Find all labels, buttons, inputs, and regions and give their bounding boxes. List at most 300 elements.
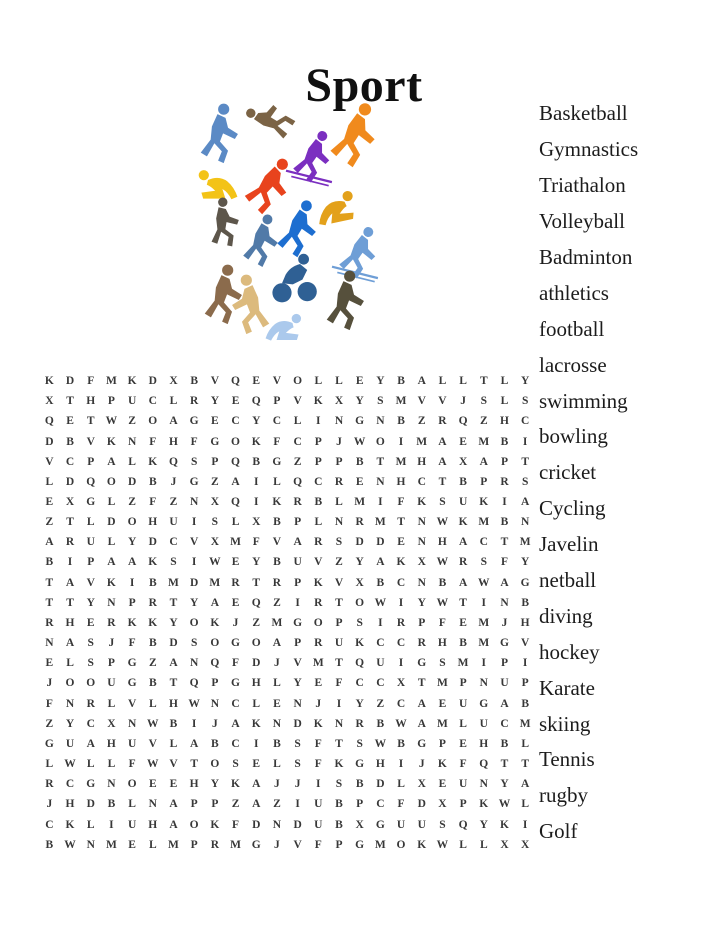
grid-letter: G (520, 576, 530, 589)
grid-letter: L (479, 838, 488, 851)
grid-letter: O (148, 415, 158, 428)
grid-letter: F (149, 435, 157, 448)
grid-letter: Y (355, 395, 364, 408)
word-list-item: Karate (539, 675, 595, 700)
grid-letter: I (109, 818, 114, 831)
grid-letter: H (65, 798, 75, 811)
grid-letter: U (500, 677, 509, 690)
grid-letter: L (45, 758, 54, 771)
grid-letter: A (107, 556, 116, 569)
grid-letter: Q (479, 758, 489, 771)
grid-letter: L (314, 375, 323, 388)
grid-letter: W (436, 516, 449, 529)
word-list-item: netball (539, 568, 597, 593)
grid-letter: K (334, 758, 344, 771)
grid-letter: C (231, 697, 240, 710)
grid-letter: X (210, 496, 219, 509)
grid-letter: L (521, 798, 529, 811)
grid-letter: E (86, 616, 95, 629)
grid-letter: F (500, 556, 508, 569)
grid-letter: C (65, 778, 75, 791)
grid-letter: H (417, 455, 427, 468)
grid-letter: X (417, 778, 426, 791)
grid-letter: C (500, 717, 509, 730)
grid-letter: G (127, 657, 137, 670)
grid-letter: B (335, 798, 343, 811)
grid-letter: D (65, 375, 75, 388)
grid-letter: E (397, 536, 405, 549)
grid-letter: X (458, 455, 468, 468)
grid-letter: Y (417, 596, 426, 609)
grid-letter: V (190, 536, 199, 549)
grid-letter: G (479, 697, 489, 710)
grid-letter: B (355, 455, 364, 468)
grid-letter: F (314, 758, 322, 771)
catcher-silhouette-icon (266, 314, 301, 341)
grid-letter: E (128, 838, 136, 851)
grid-letter: C (65, 455, 75, 468)
grid-letter: V (417, 395, 426, 408)
grid-letter: Z (45, 717, 54, 730)
grid-letter: B (335, 818, 343, 831)
grid-letter: L (500, 375, 509, 388)
grid-letter: J (46, 677, 53, 690)
grid-letter: D (293, 717, 302, 730)
grid-letter: E (438, 697, 447, 710)
grid-letter: S (294, 737, 301, 750)
grid-letter: N (293, 697, 302, 710)
grid-letter: I (378, 496, 383, 509)
grid-letter: A (500, 576, 509, 589)
grid-letter: A (210, 596, 219, 609)
grid-letter: G (417, 657, 427, 670)
grid-letter: N (107, 596, 116, 609)
grid-letter: K (127, 375, 137, 388)
grid-letter: C (231, 737, 240, 750)
grid-letter: I (253, 496, 259, 509)
grid-letter: R (293, 496, 302, 509)
grid-letter: I (295, 596, 300, 609)
grid-letter: B (500, 516, 509, 529)
grid-letter: D (86, 798, 95, 811)
grid-letter: E (314, 677, 323, 690)
grid-letter: H (168, 697, 178, 710)
grid-letter: E (355, 375, 364, 388)
grid-letter: D (376, 536, 385, 549)
grid-letter: L (397, 778, 405, 791)
grid-letter: G (189, 415, 199, 428)
grid-letter: P (500, 657, 508, 670)
grid-letter: F (252, 536, 260, 549)
word-list-item: Golf (539, 819, 578, 844)
grid-letter: M (312, 657, 324, 670)
grid-letter: W (64, 838, 76, 851)
runner-brown-silhouette-icon (205, 265, 242, 325)
grid-letter: F (149, 496, 157, 509)
grid-letter: R (355, 516, 364, 529)
grid-letter: T (521, 455, 529, 468)
grid-letter: T (335, 657, 343, 670)
grid-letter: S (87, 637, 94, 650)
grid-letter: L (273, 758, 281, 771)
grid-letter: Z (231, 798, 240, 811)
grid-letter: V (521, 637, 530, 650)
grid-letter: S (356, 616, 363, 629)
grid-letter: B (211, 737, 219, 750)
grid-letter: V (45, 455, 54, 468)
grid-letter: T (479, 375, 488, 388)
grid-letter: Q (86, 475, 96, 488)
grid-letter: W (478, 576, 490, 589)
grid-letter: A (231, 475, 240, 488)
grid-letter: T (66, 516, 74, 529)
runner-tan-silhouette-icon (232, 275, 269, 335)
grid-letter: V (148, 737, 157, 750)
grid-letter: P (459, 798, 467, 811)
grid-letter: G (189, 475, 199, 488)
grid-letter: H (251, 677, 261, 690)
grid-letter: J (336, 435, 342, 448)
grid-letter: L (521, 737, 529, 750)
grid-letter: P (211, 455, 219, 468)
grid-letter: H (375, 758, 385, 771)
grid-letter: S (190, 637, 198, 650)
grid-letter: V (86, 435, 95, 448)
grid-letter: I (522, 818, 528, 831)
grid-letter: G (355, 415, 365, 428)
grid-letter: C (314, 475, 323, 488)
grid-letter: A (169, 818, 178, 831)
grid-letter: U (458, 496, 468, 509)
grid-letter: C (231, 415, 240, 428)
grid-letter: X (65, 496, 75, 509)
grid-letter: I (398, 596, 404, 609)
grid-letter: Q (168, 455, 178, 468)
grid-letter: T (417, 677, 426, 690)
grid-letter: V (293, 838, 302, 851)
grid-letter: H (86, 395, 96, 408)
grid-letter: I (191, 717, 197, 730)
grid-letter: S (232, 758, 239, 771)
grid-letter: W (436, 556, 449, 569)
grid-letter: I (398, 758, 404, 771)
grid-letter: S (521, 475, 529, 488)
figures-layer (199, 98, 382, 340)
grid-letter: I (316, 415, 321, 428)
grid-letter: J (232, 616, 239, 629)
grid-letter: E (459, 616, 467, 629)
grid-letter: L (86, 516, 95, 529)
grid-letter: N (334, 516, 344, 529)
grid-letter: G (375, 818, 385, 831)
grid-letter: P (190, 838, 198, 851)
grid-letter: M (230, 838, 241, 851)
grid-letter: B (252, 455, 261, 468)
grid-letter: Q (458, 818, 468, 831)
grid-letter: N (376, 415, 385, 428)
grid-letter: I (295, 798, 300, 811)
grid-letter: Y (65, 717, 75, 730)
grid-letter: W (188, 697, 200, 710)
grid-letter: F (314, 838, 322, 851)
grid-letter: T (66, 596, 74, 609)
grid-letter: T (45, 576, 54, 589)
grid-letter: K (417, 838, 427, 851)
grid-letter: Q (231, 455, 240, 468)
grid-letter: L (500, 395, 509, 408)
grid-letter: U (334, 637, 344, 650)
grid-letter: L (459, 838, 467, 851)
grid-letter: N (334, 415, 344, 428)
grid-letter: I (398, 657, 404, 670)
grid-letter: U (314, 818, 323, 831)
hammer-thrower-silhouette-icon (328, 98, 381, 170)
grid-letter: C (376, 637, 385, 650)
grid-letter: Q (231, 375, 240, 388)
runner-blue-silhouette-icon (201, 104, 238, 164)
grid-letter: M (478, 637, 490, 650)
grid-letter: M (374, 838, 386, 851)
grid-letter: E (252, 375, 261, 388)
grid-letter: K (313, 395, 323, 408)
grid-letter: A (252, 778, 261, 791)
grid-letter: P (87, 455, 95, 468)
grid-letter: V (314, 556, 323, 569)
grid-letter: P (438, 737, 446, 750)
grid-letter: K (479, 496, 489, 509)
grid-letter: D (355, 536, 364, 549)
grid-letter: I (253, 737, 259, 750)
grid-letter: D (417, 798, 426, 811)
grid-letter: Z (128, 415, 136, 428)
grid-letter: W (436, 838, 449, 851)
grid-letter: L (128, 455, 136, 468)
grid-letter: K (251, 435, 261, 448)
grid-letter: O (86, 677, 96, 690)
wordsearch-grid (39, 371, 536, 855)
grid-letter: G (127, 677, 137, 690)
grid-letter: C (396, 697, 406, 710)
grid-letter: F (45, 697, 53, 710)
grid-letter: K (106, 435, 116, 448)
grid-letter: F (335, 677, 343, 690)
grid-letter: X (355, 818, 364, 831)
grid-letter: Z (376, 697, 385, 710)
grid-letter: E (252, 758, 261, 771)
grid-letter: N (500, 596, 509, 609)
grid-letter: M (478, 616, 490, 629)
word-list-item: cricket (539, 460, 597, 485)
grid-letter: M (105, 375, 117, 388)
grid-letter: M (209, 576, 221, 589)
grid-letter: A (417, 697, 426, 710)
grid-letter: H (479, 737, 489, 750)
grid-letter: C (417, 475, 426, 488)
grid-letter: O (65, 677, 75, 690)
grid-letter: E (355, 475, 364, 488)
grid-letter: L (273, 475, 281, 488)
grid-letter: A (65, 576, 75, 589)
grid-letter: S (480, 556, 487, 569)
grid-letter: R (396, 616, 406, 629)
grid-letter: F (190, 435, 198, 448)
grid-letter: C (169, 536, 178, 549)
grid-letter: K (231, 778, 240, 791)
grid-letter: Y (293, 677, 302, 690)
grid-letter: M (436, 677, 448, 690)
grid-letter: K (499, 818, 509, 831)
grid-letter: G (355, 838, 365, 851)
grid-letter: G (86, 778, 96, 791)
grid-letter: F (438, 616, 446, 629)
grid-letter: K (106, 576, 116, 589)
grid-letter: A (458, 576, 468, 589)
grid-letter: I (522, 657, 528, 670)
hockey-player-silhouette-icon (241, 150, 298, 219)
grid-letter: X (169, 375, 178, 388)
grid-letter: X (417, 556, 426, 569)
grid-letter: B (500, 737, 509, 750)
grid-letter: P (211, 677, 219, 690)
grid-letter: G (355, 758, 365, 771)
cross-country-skier-silhouette-icon (332, 222, 382, 282)
grid-letter: D (190, 576, 199, 589)
grid-letter: A (169, 657, 178, 670)
grid-letter: R (45, 616, 54, 629)
grid-letter: R (210, 838, 219, 851)
grid-letter: S (439, 496, 446, 509)
grid-letter: B (148, 637, 157, 650)
grid-letter: B (397, 375, 405, 388)
word-list-item: skiing (539, 711, 591, 736)
grid-letter: E (45, 657, 54, 670)
grid-letter: L (66, 657, 74, 670)
grid-letter: M (519, 717, 531, 730)
grid-letter: Q (355, 657, 365, 670)
grid-letter: L (293, 415, 302, 428)
grid-letter: B (273, 556, 281, 569)
grid-letter: R (65, 536, 75, 549)
grid-letter: I (336, 697, 342, 710)
grid-letter: M (271, 616, 283, 629)
grid-letter: W (147, 717, 159, 730)
grid-letter: W (147, 758, 159, 771)
grid-letter: B (273, 516, 281, 529)
grid-letter: L (273, 677, 281, 690)
grid-letter: E (459, 737, 467, 750)
grid-letter: W (374, 737, 387, 750)
grid-letter: H (65, 616, 75, 629)
grid-letter: L (107, 496, 116, 509)
grid-letter: M (168, 576, 179, 589)
grid-letter: K (396, 556, 406, 569)
grid-letter: Y (210, 778, 219, 791)
grid-letter: B (355, 778, 364, 791)
grid-letter: B (459, 637, 467, 650)
grid-letter: H (168, 435, 178, 448)
grid-letter: P (294, 576, 302, 589)
grid-letter: U (479, 717, 488, 730)
grid-letter: L (231, 516, 240, 529)
grid-letter: R (190, 395, 199, 408)
grid-letter: Y (479, 818, 488, 831)
grid-letter: C (521, 415, 530, 428)
grid-letter: I (481, 596, 487, 609)
grid-letter: A (45, 536, 54, 549)
baseball-batter-silhouette-icon (242, 212, 280, 268)
grid-letter: N (45, 637, 54, 650)
grid-letter: H (106, 737, 116, 750)
grid-letter: A (169, 415, 178, 428)
word-list-item: swimming (539, 388, 628, 413)
grid-letter: G (499, 637, 509, 650)
grid-letter: K (272, 496, 282, 509)
grid-letter: B (148, 576, 157, 589)
grid-letter: A (169, 798, 178, 811)
grid-letter: M (478, 516, 490, 529)
grid-letter: M (457, 657, 469, 670)
grid-letter: L (107, 697, 116, 710)
word-list-item: Badminton (539, 245, 633, 269)
grid-letter: R (107, 616, 116, 629)
grid-letter: D (148, 375, 157, 388)
grid-letter: P (335, 838, 343, 851)
grid-letter: H (437, 637, 447, 650)
grid-letter: L (45, 475, 54, 488)
grid-letter: Z (479, 415, 488, 428)
grid-letter: Z (211, 475, 219, 488)
grid-letter: T (500, 758, 509, 771)
grid-letter: Z (148, 657, 157, 670)
grid-letter: E (231, 556, 240, 569)
grid-letter: P (418, 616, 426, 629)
grid-letter: J (211, 717, 218, 730)
grid-letter: M (354, 496, 366, 509)
runner-olive-silhouette-icon (327, 271, 364, 331)
grid-letter: O (231, 435, 240, 448)
grid-letter: R (314, 536, 323, 549)
grid-letter: E (211, 415, 219, 428)
grid-letter: T (397, 516, 405, 529)
grid-letter: A (521, 496, 530, 509)
word-list-item: hockey (539, 639, 600, 664)
grid-letter: M (395, 455, 407, 468)
grid-letter: P (87, 556, 95, 569)
grid-letter: L (169, 737, 178, 750)
grid-letter: G (251, 838, 261, 851)
grid-letter: O (293, 375, 303, 388)
grid-letter: V (438, 395, 447, 408)
grid-letter: G (231, 637, 240, 650)
grid-letter: X (396, 677, 406, 690)
grid-letter: R (272, 576, 282, 589)
grid-letter: Y (252, 556, 261, 569)
grid-letter: A (417, 375, 426, 388)
grid-letter: P (190, 798, 198, 811)
grid-letter: C (479, 536, 488, 549)
grid-letter: B (169, 717, 178, 730)
grid-letter: Y (355, 556, 364, 569)
grid-letter: B (459, 475, 467, 488)
grid-letter: K (148, 616, 158, 629)
grid-letter: I (67, 556, 73, 569)
grid-letter: A (231, 717, 240, 730)
grid-letter: T (66, 395, 74, 408)
grid-letter: Y (210, 395, 219, 408)
grid-letter: Z (169, 496, 178, 509)
grid-letter: O (313, 616, 323, 629)
grid-letter: Q (44, 415, 54, 428)
